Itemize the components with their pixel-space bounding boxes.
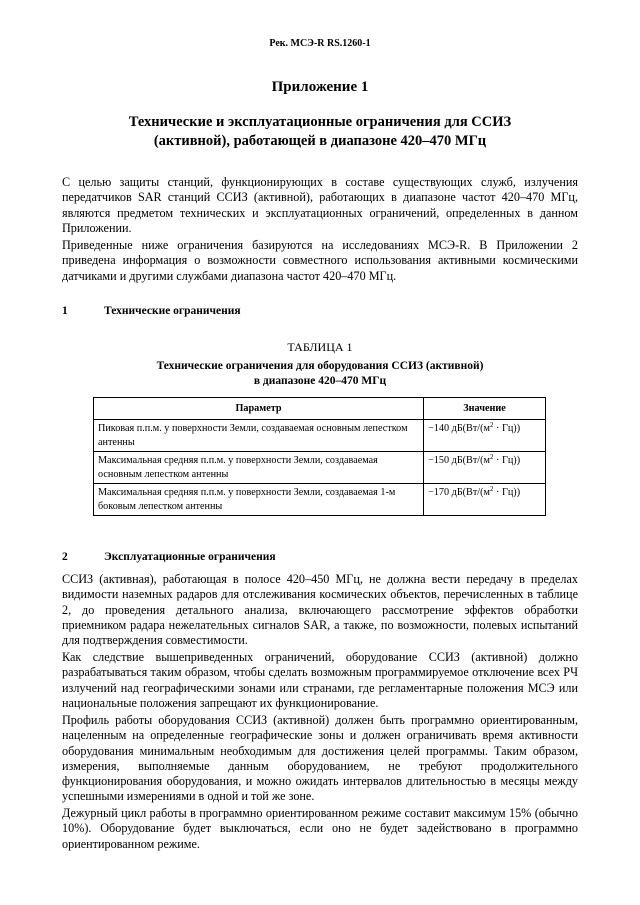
table-header-row — [94, 398, 546, 420]
row-value: −140 $дБ(Вт/(м^2 \cdot Гц))$ — [424, 420, 546, 452]
table-row — [94, 484, 546, 516]
table-1-title-line-2: в диапазоне 420–470 МГц — [253, 375, 387, 387]
table-row — [94, 420, 546, 452]
section-1-heading — [62, 305, 241, 317]
table-row — [94, 452, 546, 484]
section-2-title: Эксплуатационные ограничения — [104, 551, 276, 563]
section-2-paragraph-1: ССИЗ (активная), работающая в полосе 420–450 МГц, не должна вести передачу в пределах видимости наземных радаров для отслеживания космических объектов, перечисленных в таблице 2, до проведения детального анализа, включающего рассмотрение эффектов обработки приемником радара нежелательных сигналов SAR, а также, по возможности, полевых испытаний для подтверждения совместимости. — [62, 572, 578, 648]
header-value: Значение — [424, 398, 546, 420]
section-1-number: 1 — [62, 305, 68, 317]
annex-title: Технические и эксплуатационные ограничения для ССИЗ (активной), работающей в диапазоне 420–470 МГц — [128, 114, 512, 149]
section-2-heading — [62, 551, 276, 563]
table-1 — [93, 397, 546, 516]
section-2-paragraph-2: Как следствие вышеприведенных ограничений, оборудование ССИЗ (активной) должно разрабатываться таким образом, чтобы сделать возможным программируемое отключение всех РЧ излучений над географическими зонами или странами, где регламентарные положения МСЭ или национальные положения запрещают их функционирование. — [62, 650, 578, 710]
section-1-title: Технические ограничения — [104, 305, 241, 317]
section-2-paragraph-4: Дежурный цикл работы в программно ориентированном режиме составит максимум 15% (обычно 10%). Оборудование будет выключаться, если оно не будет задействовано в программно ориентированном режиме. — [62, 806, 578, 851]
table-1-caption: ТАБЛИЦА 1 — [287, 340, 353, 354]
table-1-title-line-1: Технические ограничения для оборудования ССИЗ (активной) — [156, 360, 484, 372]
row-param: Пиковая п.п.м. у поверхности Земли, создаваемая основным лепестком антенны — [94, 420, 424, 452]
section-2-paragraph-3: Профиль работы оборудования ССИЗ (активной) должен быть программно ориентированным, нацеленным на определенные географические зоны и должен ограничивать время активности оборудования минимальным необходимым для достижения целей программы. Таким образом, измерения, выполняемые данным оборудованием, не требуют продолжительного функционирования оборудования, и можно ожидать интервалов длительностью в месяцы между успешными измерениями в одной и той же зоне. — [62, 713, 578, 804]
row-value: −150 $дБ(Вт/(м^2 \cdot Гц))$ — [424, 452, 546, 484]
header-param: Параметр — [94, 398, 424, 420]
intro-paragraph-1: С целью защиты станций, функционирующих в составе существующих служб, излучения передатчиков SAR станций ССИЗ (активной), работающих в диапазоне частот 420–470 МГц, являются предметом технических и эксплуатационных ограничений, определенных в данном Приложении. — [62, 175, 578, 235]
row-value: −170 $дБ(Вт/(м^2 \cdot Гц))$ — [424, 484, 546, 516]
row-param: Максимальная средняя п.п.м. у поверхности Земли, создаваемая 1-м боковым лепестком антенны — [94, 484, 424, 516]
annex-label: Приложение 1 — [271, 79, 369, 95]
section-2-number: 2 — [62, 551, 68, 563]
intro-paragraph-2: Приведенные ниже ограничения базируются на исследованиях МСЭ-R. В Приложении 2 приведена информация о возможности совместного использования активными космическими датчиками и другими службами диапазона частот 420–470 МГц. — [62, 238, 578, 283]
running-header: Рек. МСЭ-R RS.1260-1 — [269, 38, 371, 49]
row-param: Максимальная средняя п.п.м. у поверхности Земли, создаваемая основным лепестком антенны — [94, 452, 424, 484]
